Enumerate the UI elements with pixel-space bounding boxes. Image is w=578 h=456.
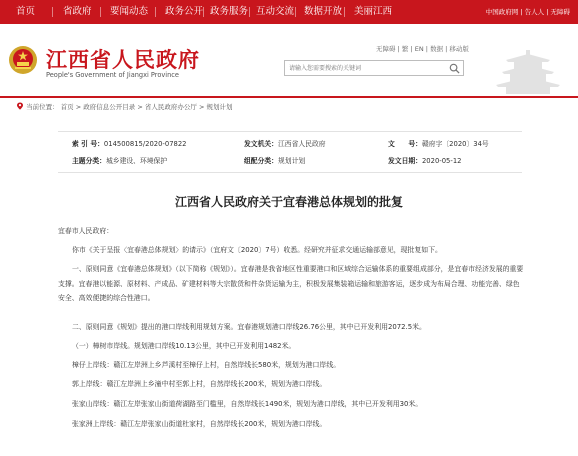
document-paragraph: 你市《关于呈报〈宜春港总体规划〉的请示》（宜府文〔2020〕7号）收悉。经研究并征求交通运输部意见，现批复如下。 [72,246,442,254]
breadcrumb-label: 当前位置： [26,103,59,111]
link-separator: | [445,45,448,53]
meta-divider [58,172,522,173]
nav-home[interactable]: 首页 [16,6,36,17]
link-separator: | [397,45,400,53]
meta-docno-value: 赣府字〔2020〕34号 [421,140,489,148]
nav-interaction[interactable]: 互动交流 [256,6,295,17]
meta-index-label: 索 引 号： [72,140,104,148]
link-accessibility[interactable]: 无障碍 [550,8,570,16]
nav-divider [203,7,204,17]
meta-divider [58,131,522,132]
document-salutation: 宜春市人民政府： [58,227,114,235]
link-accessibility[interactable]: 无障碍 [376,45,396,53]
meta-org-label: 发文机关： [244,140,278,148]
meta-index-value: 014500815/2020-07822 [103,140,187,148]
nav-gov-service[interactable]: 政务服务 [210,6,249,17]
breadcrumb [16,100,564,114]
top-nav-bar [0,0,578,24]
document-title: 江西省人民政府关于宜春港总体规划的批复 [174,195,403,209]
link-separator: | [425,45,428,53]
search-icon[interactable] [449,63,460,74]
search-box [284,60,464,76]
nav-divider [249,7,250,17]
meta-date-label: 发文日期： [388,157,422,165]
search-input[interactable] [289,62,439,74]
nav-beautiful-jiangxi[interactable]: 美丽江西 [354,6,393,17]
header-divider [0,96,578,98]
document-paragraph: 郭上岸线：赣江左岸洲上乡潼中村至郭上村，自然岸线长200米，规划为港口岸线。 [72,380,327,388]
nav-divider [295,7,296,17]
meta-date-value: 2020-05-12 [421,157,462,165]
meta-genre-value: 规划计划 [277,157,306,165]
breadcrumb-general-office[interactable]: 省人民政府办公厅 [144,103,197,111]
nav-divider [344,7,345,17]
utility-links [376,44,469,53]
link-traditional[interactable]: 繁 [401,45,409,53]
meta-genre-label: 组配分类： [244,157,278,165]
meta-index [72,138,187,148]
breadcrumb-separator: > [75,103,82,111]
nav-divider [52,7,53,17]
location-icon [16,102,24,110]
link-china-gov[interactable]: 中国政府网 [485,8,519,16]
meta-subject [72,155,167,165]
meta-org [244,138,326,148]
link-separator: | [520,8,523,16]
nav-gov-info[interactable]: 政务公开 [165,6,204,17]
nav-divider [155,7,156,17]
link-english[interactable]: EN [414,45,424,53]
pavilion-watermark-icon [468,44,578,94]
site-subtitle: People's Government of Jiangxi Province [46,71,179,79]
document-paragraph: 二、原则同意《规划》提出的港口岸线利用规划方案。宜春港规划港口岸线26.76公里，其中已开发利用2072.5米。 [72,323,426,331]
document-paragraph: 张家山岸线：赣江左岸张家山街道荷湖路至门槛里，自然岸线长1490米，规划为港口岸线，其中已开发利用30米。 [72,400,423,408]
national-emblem-icon [8,45,38,75]
nav-news[interactable]: 要闻动态 [110,6,149,17]
breadcrumb-separator: > [198,103,205,111]
document-paragraph: 一、原则同意《宜春港总体规划》（以下简称《规划》）。宜春港是我省地区性重要港口和区域综合运输体系的重要组成部分，是宜春市经济发展的重要支撑。宜春港以能源、原材料、产成品、矿建材料等大宗散货和件杂货运输为主，积极发展集装箱运输和旅游客运，逐步成为布局合理、功能完善、绿色安全、高效便捷的综合性港口。 [58,265,524,302]
link-separator: | [546,8,549,16]
link-mobile[interactable]: 移动版 [449,45,469,53]
document-paragraph: 张家洲上岸线：赣江左岸张家山街道杜家村，自然岸线长200米，规划为港口岸线。 [72,420,327,428]
meta-subject-label: 主题分类： [72,157,106,165]
breadcrumb-planning[interactable]: 规划计划 [206,103,233,111]
top-right-links [486,0,570,24]
document-metadata [58,138,538,174]
breadcrumb-separator: > [137,103,143,111]
meta-docno-label: 文 号： [388,140,422,148]
breadcrumb-info-catalog[interactable]: 政府信息公开目录 [83,103,136,111]
nav-province-gov[interactable]: 省政府 [63,6,92,17]
meta-org-value: 江西省人民政府 [277,140,326,148]
nav-divider [100,7,101,17]
breadcrumb-home[interactable]: 首页 [60,103,74,111]
link-notice[interactable]: 告人人 [524,8,545,16]
site-title[interactable]: 江西省人民政府 [46,48,200,72]
link-data[interactable]: 数据 [430,45,444,53]
link-separator: | [410,45,413,53]
meta-genre [244,155,305,165]
document-paragraph: （一）樟树市岸线。规划港口岸线10.13公里，其中已开发利用1482米。 [72,342,296,350]
meta-subject-value: 城乡建设、环境保护 [105,157,168,165]
document-paragraph: 樟仔上岸线：赣江左岸洲上乡芦溪村至樟仔上村，自然岸线长580米，规划为港口岸线。 [72,361,341,369]
site-header [0,24,578,94]
meta-docno [388,138,489,148]
nav-open-data[interactable]: 数据开放 [304,6,343,17]
meta-date [388,155,462,165]
